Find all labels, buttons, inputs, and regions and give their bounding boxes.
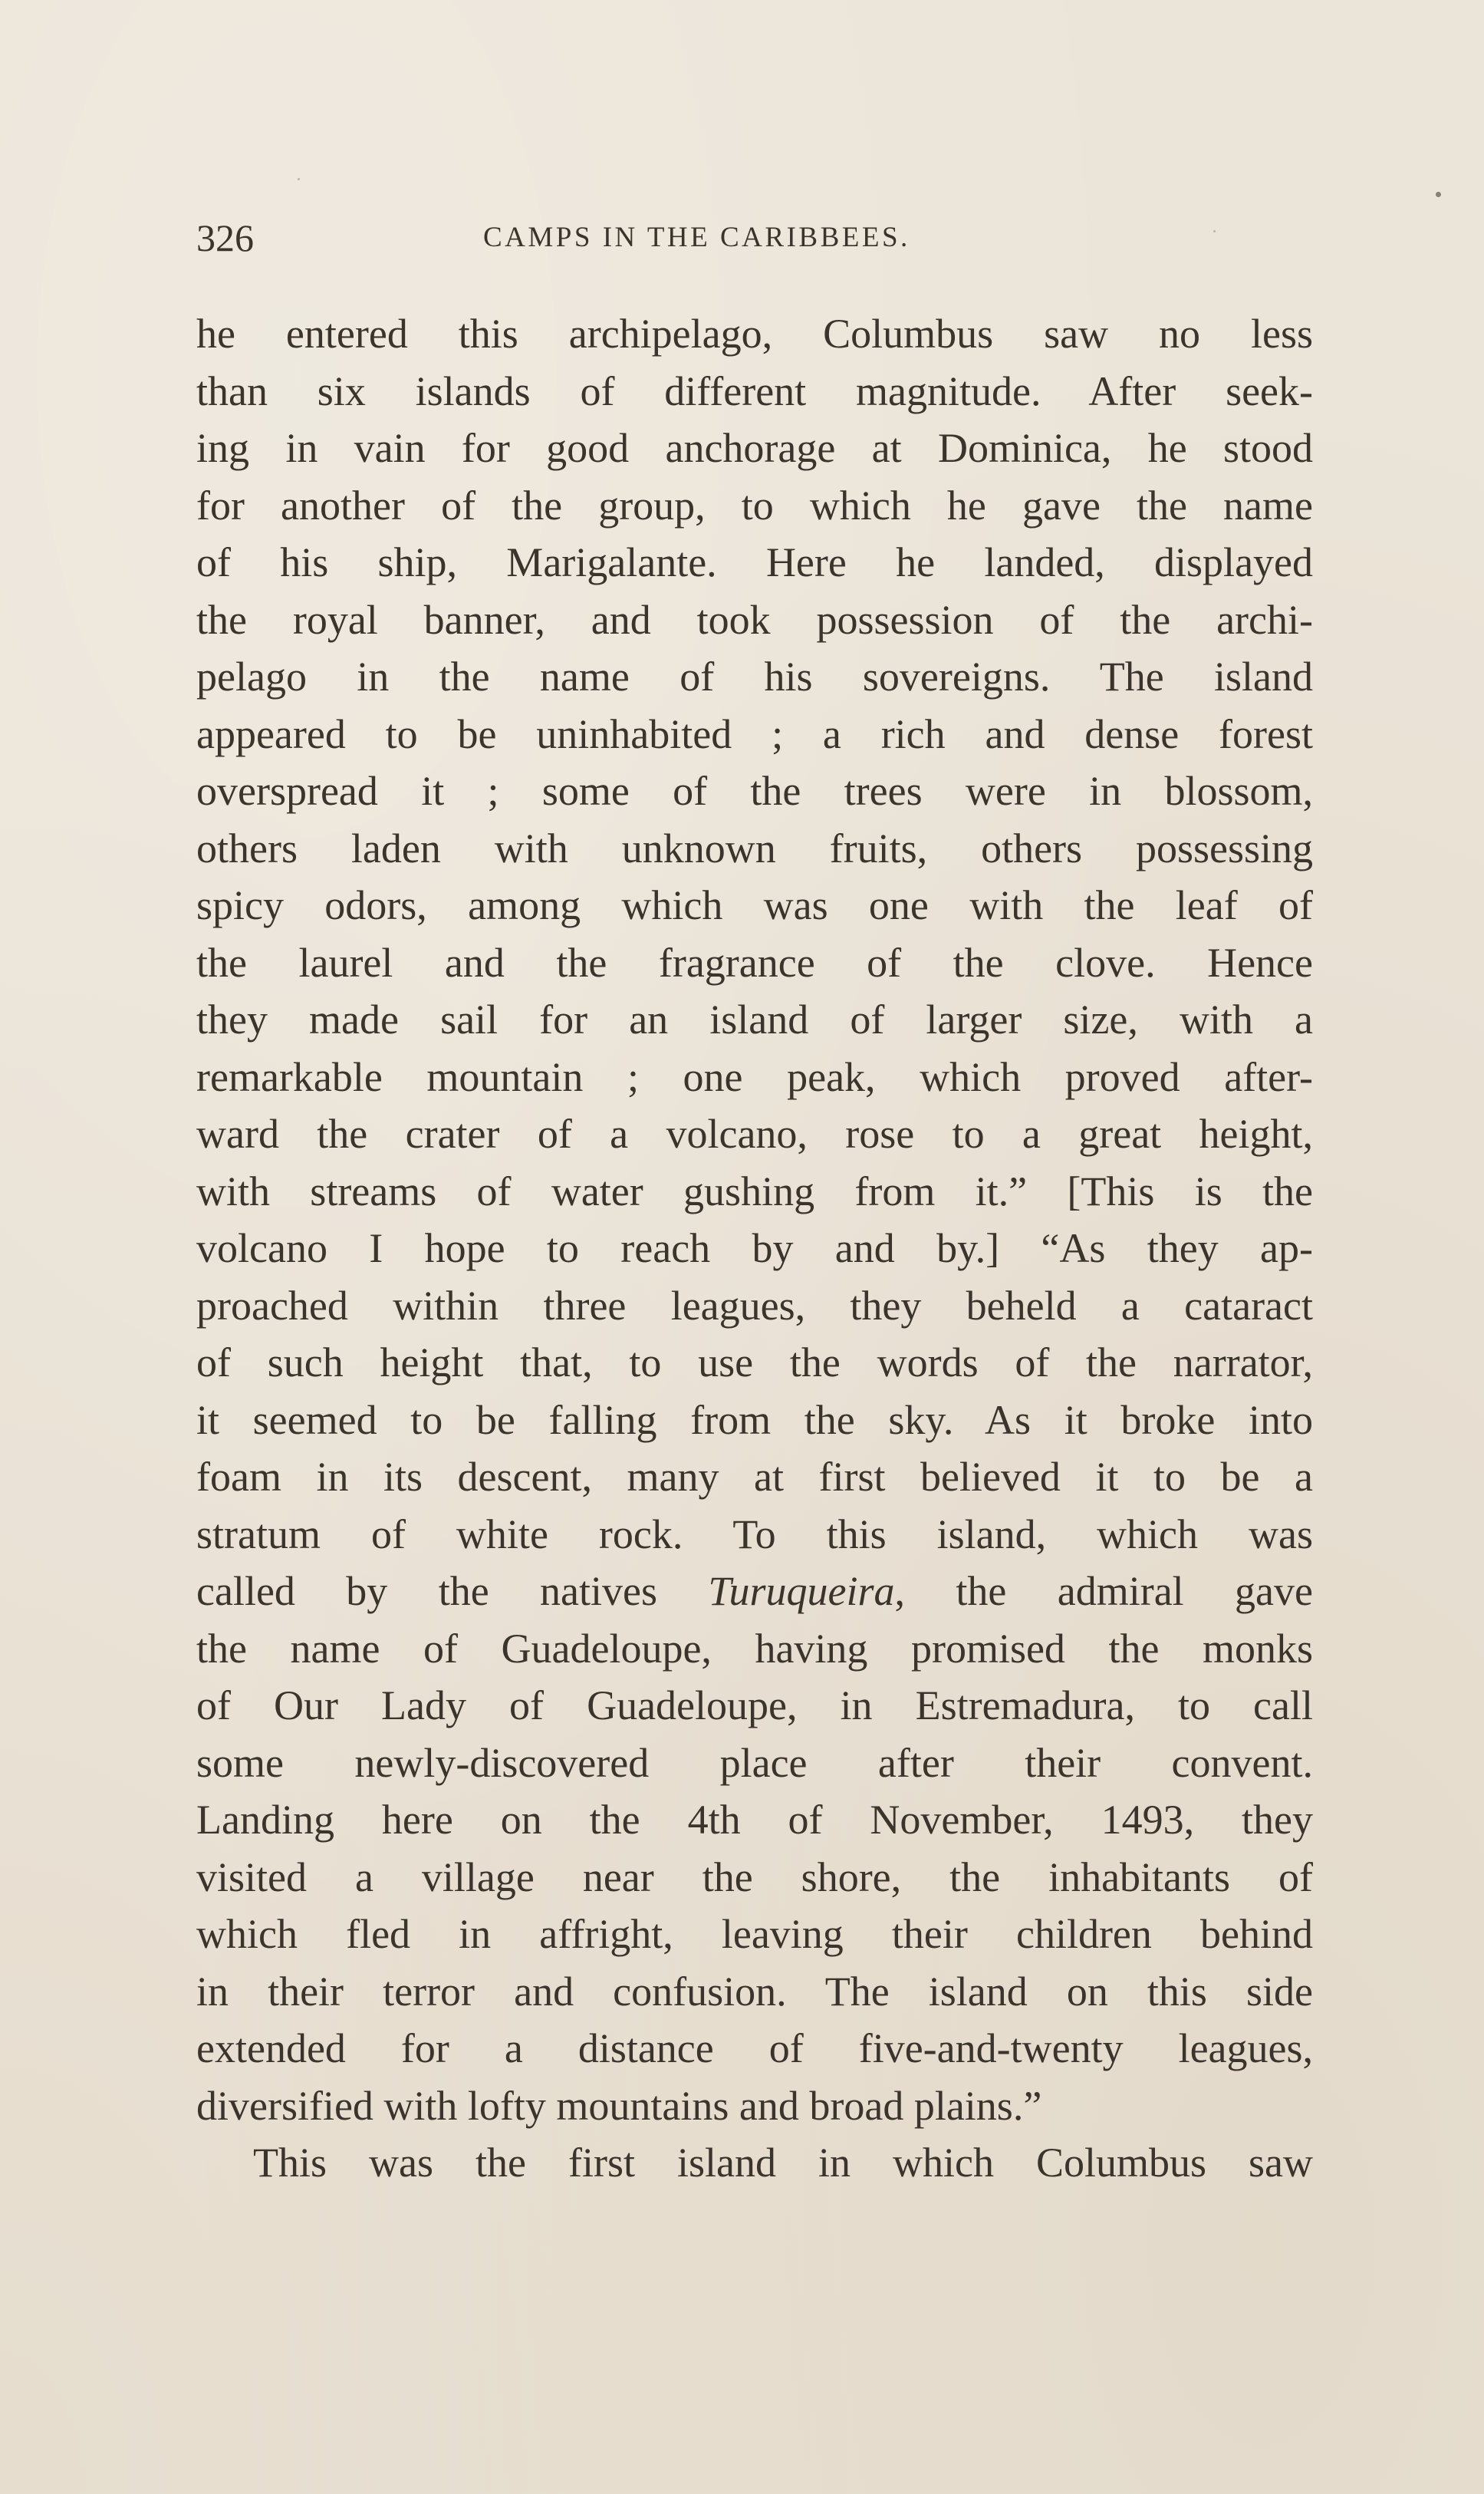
- text-line: the laurel and the fragrance of the clove. Hence: [196, 939, 1313, 986]
- text-line: others laden with unknown fruits, others possessing: [196, 825, 1313, 871]
- text-line: [196, 1563, 1313, 1620]
- text-line: they made sail for an island of larger size, with a: [196, 997, 1313, 1043]
- text-line: which fled in affright, leaving their children behind: [196, 1911, 1313, 1957]
- text-line: the name of Guadeloupe, having promised the monks: [196, 1625, 1313, 1672]
- text-line: spicy odors, among which was one with the leaf of: [196, 882, 1313, 928]
- text-line: pelago in the name of his sovereigns. The island: [196, 654, 1313, 700]
- text-line: ward the crater of a volcano, rose to a great height,: [196, 1111, 1313, 1157]
- text-line: extended for a distance of five-and-twenty leagues,: [196, 2025, 1313, 2071]
- text-line: it seemed to be falling from the sky. As it broke into: [196, 1396, 1313, 1443]
- paper-speck: [298, 178, 300, 180]
- text-line: appeared to be uninhabited ; a rich and dense forest: [196, 710, 1313, 757]
- text-line: of Our Lady of Guadeloupe, in Estremadura, to call: [196, 1682, 1313, 1728]
- text-line: of his ship, Marigalante. Here he landed, displayed: [196, 539, 1313, 585]
- text-line: visited a village near the shore, the inhabitants of: [196, 1853, 1313, 1900]
- text-line: Landing here on the 4th of November, 1493, they: [196, 1797, 1313, 1843]
- text-line: ing in vain for good anchorage at Dominica, he stood: [196, 425, 1313, 471]
- text-line: diversified with lofty mountains and broad plains.”: [196, 2082, 1042, 2129]
- text-line: in their terror and confusion. The island on this side: [196, 1968, 1313, 2015]
- text-line: remarkable mountain ; one peak, which proved after-: [196, 1053, 1313, 1100]
- text-line: foam in its descent, many at first believed it to be a: [196, 1454, 1313, 1500]
- running-head: CAMPS IN THE CARIBBEES.: [483, 222, 910, 253]
- text-segment: , the admiral gave: [894, 1568, 1313, 1614]
- text-line: than six islands of different magnitude. After seek-: [196, 367, 1313, 414]
- italic-native-name: Turuqueira: [708, 1568, 895, 1614]
- paper-speck: [1436, 192, 1441, 197]
- text-line: This was the first island in which Columbus saw: [253, 2140, 1313, 2186]
- body-text: [196, 305, 1313, 2192]
- text-line: of such height that, to use the words of the narrator,: [196, 1339, 1313, 1385]
- page-header: [196, 207, 1313, 269]
- text-line: with streams of water gushing from it.” [This is the: [196, 1168, 1313, 1214]
- text-line: stratum of white rock. To this island, which was: [196, 1511, 1313, 1557]
- text-line: for another of the group, to which he gave the name: [196, 482, 1313, 529]
- page-number: 326: [196, 216, 254, 259]
- paper-speck: [1213, 230, 1216, 232]
- text-segment: called by the natives: [196, 1568, 709, 1614]
- text-line: the royal banner, and took possession of the archi-: [196, 596, 1313, 643]
- text-line: proached within three leagues, they beheld a cataract: [196, 1282, 1313, 1329]
- text-line: overspread it ; some of the trees were in blossom,: [196, 768, 1313, 814]
- text-line: he entered this archipelago, Columbus saw no less: [196, 311, 1313, 357]
- text-line: some newly-discovered place after their convent.: [196, 1739, 1313, 1786]
- text-line: volcano I hope to reach by and by.] “As they ap-: [196, 1225, 1313, 1271]
